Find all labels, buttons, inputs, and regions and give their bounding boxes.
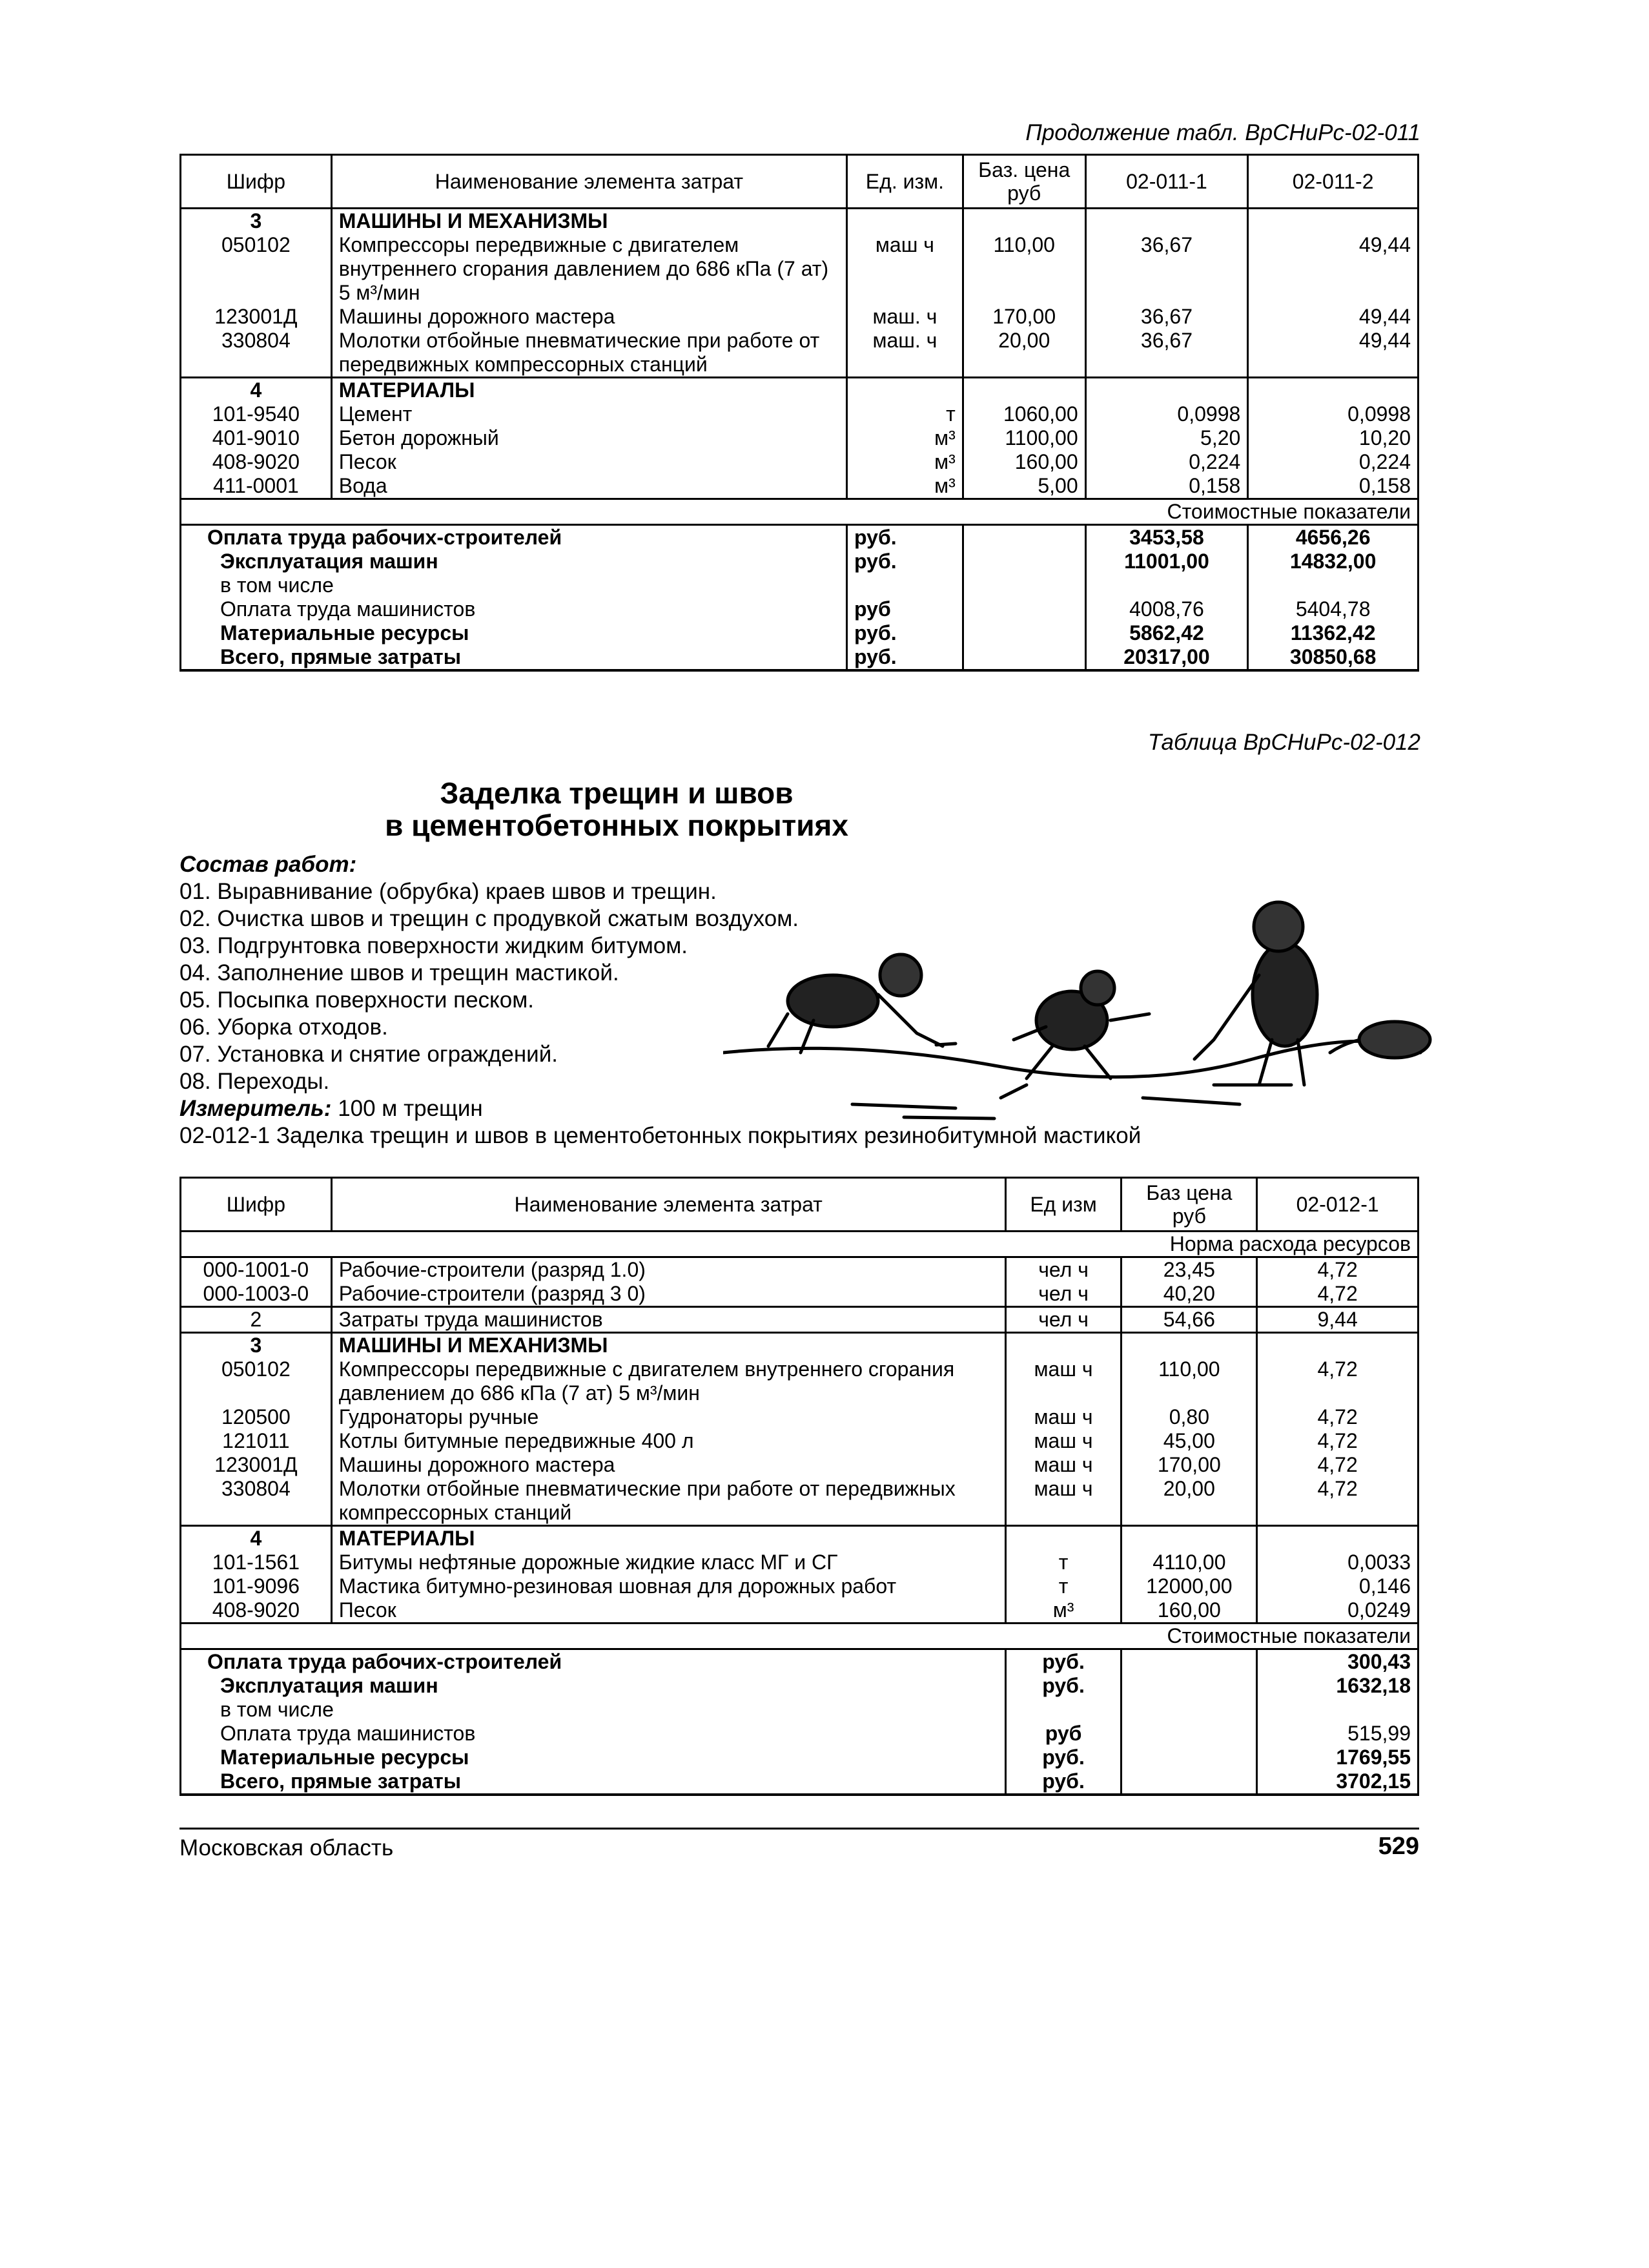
summary-unit: руб.	[1005, 1769, 1122, 1795]
empty-cell	[1005, 1333, 1122, 1358]
value-cell: 4,72	[1257, 1282, 1419, 1307]
empty-cell	[1248, 209, 1419, 234]
meter-line: Измеритель: 100 м трещин	[179, 1096, 483, 1121]
summary-value	[1248, 573, 1419, 597]
value-cell: 49,44	[1248, 305, 1419, 329]
summary-value: 1632,18	[1257, 1674, 1419, 1698]
section-row	[181, 1333, 1419, 1358]
name-cell: Гудронаторы ручные	[331, 1405, 1005, 1429]
summary-label: Оплата труда машинистов	[181, 597, 847, 621]
code-cell: 000-1003-0	[181, 1282, 332, 1307]
name-cell: Котлы битумные передвижные 400 л	[331, 1429, 1005, 1453]
summary-row	[181, 1722, 1419, 1746]
cost-indicators-header: Стоимостные показатели	[1122, 1624, 1419, 1649]
summary-row	[181, 1698, 1419, 1722]
price-cell: 160,00	[963, 450, 1085, 474]
table-row	[181, 1357, 1419, 1405]
value-cell: 0,158	[1085, 474, 1248, 499]
name-cell: Машины дорожного мастера	[331, 1453, 1005, 1477]
cost-table-02-011	[179, 154, 1419, 672]
section-code: 3	[181, 209, 332, 234]
value-cell: 10,20	[1248, 426, 1419, 450]
summary-value: 14832,00	[1248, 550, 1419, 573]
unit-cell: м³	[847, 426, 963, 450]
works-label: Состав работ:	[179, 852, 357, 877]
table-row	[181, 402, 1419, 426]
empty-cell	[1122, 1649, 1257, 1675]
price-cell: 4110,00	[1122, 1551, 1257, 1574]
section-row	[181, 378, 1419, 403]
value-cell: 4,72	[1257, 1357, 1419, 1405]
name-cell: Компрессоры передвижные с двигателем внутреннего сгорания давлением до 686 кПа (7 ат) 5 м³/мин	[331, 233, 846, 305]
summary-value	[1257, 1698, 1419, 1722]
section-name: МАТЕРИАЛЫ	[331, 1526, 1005, 1551]
code-cell: 123001Д	[181, 1453, 332, 1477]
unit-cell: маш ч	[1005, 1429, 1122, 1453]
unit-cell: м³	[1005, 1598, 1122, 1624]
road-workers-illustration	[723, 891, 1433, 1124]
summary-unit	[847, 573, 963, 597]
value-cell: 4,72	[1257, 1429, 1419, 1453]
value-cell: 0,0998	[1248, 402, 1419, 426]
summary-row	[181, 573, 1419, 597]
empty-cell	[1122, 1746, 1257, 1769]
value-cell: 0,0998	[1085, 402, 1248, 426]
name-cell: Компрессоры передвижные с двигателем внутреннего сгорания давлением до 686 кПа (7 ат) 5 м³/мин	[331, 1357, 1005, 1405]
table-row	[181, 305, 1419, 329]
value-cell: 4,72	[1257, 1257, 1419, 1283]
code-cell: 2	[181, 1307, 332, 1333]
cost-table-02-012	[179, 1177, 1419, 1796]
table-row	[181, 1282, 1419, 1307]
empty-cell	[963, 378, 1085, 403]
summary-unit: руб.	[847, 621, 963, 645]
name-cell: Затраты труда машинистов	[331, 1307, 1005, 1333]
code-cell: 408-9020	[181, 1598, 332, 1624]
summary-label: Всего, прямые затраты	[181, 645, 847, 670]
value-cell: 36,67	[1085, 305, 1248, 329]
empty-cell	[847, 209, 963, 234]
summary-label: Оплата труда рабочих-строителей	[181, 525, 847, 550]
norm-header: Норма расхода ресурсов	[1122, 1232, 1419, 1257]
header-unit: Ед изм	[1005, 1178, 1122, 1232]
value-cell: 4,72	[1257, 1477, 1419, 1526]
summary-unit: руб.	[847, 645, 963, 670]
summary-label: Оплата труда рабочих-строителей	[181, 1649, 1006, 1675]
price-cell: 40,20	[1122, 1282, 1257, 1307]
empty-cell	[963, 209, 1085, 234]
table2-caption: Таблица ВрСНиРс-02-012	[1147, 730, 1420, 755]
table-row	[181, 233, 1419, 305]
summary-row	[181, 525, 1419, 550]
unit-cell: маш ч	[847, 233, 963, 305]
cost-indicators-header: Стоимостные показатели	[1085, 499, 1418, 525]
machinists-row	[181, 1307, 1419, 1333]
summary-row	[181, 1674, 1419, 1698]
price-cell: 170,00	[963, 305, 1085, 329]
value-cell: 0,224	[1248, 450, 1419, 474]
work-item: 03. Подгрунтовка поверхности жидким битумом.	[179, 933, 688, 958]
unit-cell: маш. ч	[847, 329, 963, 378]
summary-unit: руб.	[1005, 1746, 1122, 1769]
summary-label: Эксплуатация машин	[181, 1674, 1006, 1698]
name-cell: Рабочие-строители (разряд 1.0)	[331, 1257, 1005, 1283]
price-cell: 12000,00	[1122, 1574, 1257, 1598]
unit-cell: т	[1005, 1574, 1122, 1598]
table-row	[181, 426, 1419, 450]
price-cell: 1060,00	[963, 402, 1085, 426]
empty-cell	[1122, 1698, 1257, 1722]
name-cell: Молотки отбойные пневматические при работе от передвижных компрессорных станций	[331, 1477, 1005, 1526]
header-code: Шифр	[181, 155, 332, 209]
name-cell: Машины дорожного мастера	[331, 305, 846, 329]
summary-value: 20317,00	[1085, 645, 1248, 670]
price-cell: 160,00	[1122, 1598, 1257, 1624]
price-cell: 1100,00	[963, 426, 1085, 450]
work-item: 05. Посыпка поверхности песком.	[179, 987, 535, 1013]
table-row	[181, 1551, 1419, 1574]
code-cell: 101-1561	[181, 1551, 332, 1574]
empty-cell	[963, 573, 1085, 597]
section-name: МАШИНЫ И МЕХАНИЗМЫ	[331, 209, 846, 234]
unit-cell: маш ч	[1005, 1453, 1122, 1477]
header-col1: 02-011-1	[1085, 155, 1248, 209]
code-cell: 330804	[181, 329, 332, 378]
summary-value: 300,43	[1257, 1649, 1419, 1675]
price-cell: 45,00	[1122, 1429, 1257, 1453]
code-cell: 121011	[181, 1429, 332, 1453]
unit-cell: м³	[847, 450, 963, 474]
price-cell: 170,00	[1122, 1453, 1257, 1477]
empty-cell	[1122, 1722, 1257, 1746]
value-cell: 4,72	[1257, 1405, 1419, 1429]
summary-value: 11001,00	[1085, 550, 1248, 573]
unit-cell: маш ч	[1005, 1357, 1122, 1405]
value-cell: 0,0249	[1257, 1598, 1419, 1624]
summary-value: 5404,78	[1248, 597, 1419, 621]
section-name: МАШИНЫ И МЕХАНИЗМЫ	[331, 1333, 1005, 1358]
unit-cell: маш ч	[1005, 1405, 1122, 1429]
section-code: 3	[181, 1333, 332, 1358]
unit-cell: чел ч	[1005, 1257, 1122, 1283]
summary-value: 4656,26	[1248, 525, 1419, 550]
name-cell: Мастика битумно-резиновая шовная для дорожных работ	[331, 1574, 1005, 1598]
table-row	[181, 1405, 1419, 1429]
summary-label: Оплата труда машинистов	[181, 1722, 1006, 1746]
price-cell: 54,66	[1122, 1307, 1257, 1333]
code-cell: 050102	[181, 233, 332, 305]
code-cell: 401-9010	[181, 426, 332, 450]
table-row	[181, 474, 1419, 499]
summary-row	[181, 621, 1419, 645]
value-cell: 36,67	[1085, 233, 1248, 305]
unit-cell: чел ч	[1005, 1282, 1122, 1307]
summary-unit	[1005, 1698, 1122, 1722]
code-cell: 408-9020	[181, 450, 332, 474]
section-name: МАТЕРИАЛЫ	[331, 378, 846, 403]
empty-cell	[963, 550, 1085, 573]
name-cell: Битумы нефтяные дорожные жидкие класс МГ и СГ	[331, 1551, 1005, 1574]
unit-cell: маш ч	[1005, 1477, 1122, 1526]
value-cell: 5,20	[1085, 426, 1248, 450]
summary-value: 4008,76	[1085, 597, 1248, 621]
section-row	[181, 209, 1419, 234]
summary-label: Всего, прямые затраты	[181, 1769, 1006, 1795]
unit-cell: м³	[847, 474, 963, 499]
empty-cell	[963, 621, 1085, 645]
section-row	[181, 1526, 1419, 1551]
price-cell: 20,00	[1122, 1477, 1257, 1526]
header-col2: 02-011-2	[1248, 155, 1419, 209]
empty-cell	[963, 645, 1085, 670]
summary-unit: руб	[1005, 1722, 1122, 1746]
work-item: 07. Установка и снятие ограждений.	[179, 1042, 558, 1067]
name-cell: Бетон дорожный	[331, 426, 846, 450]
header-price: Баз цена руб	[1122, 1178, 1257, 1232]
empty-cell	[1257, 1526, 1419, 1551]
empty-cell	[1257, 1333, 1419, 1358]
summary-label: Материальные ресурсы	[181, 1746, 1006, 1769]
summary-value: 3453,58	[1085, 525, 1248, 550]
table-row	[181, 1477, 1419, 1526]
value-cell: 0,0033	[1257, 1551, 1419, 1574]
header-col1: 02-012-1	[1257, 1178, 1419, 1232]
value-cell: 4,72	[1257, 1453, 1419, 1477]
value-cell: 0,224	[1085, 450, 1248, 474]
footer-rule	[179, 1828, 1419, 1830]
work-item: 06. Уборка отходов.	[179, 1015, 388, 1040]
price-cell: 110,00	[1122, 1357, 1257, 1405]
name-cell: Молотки отбойные пневматические при работе от передвижных компрессорных станций	[331, 329, 846, 378]
summary-unit: руб.	[1005, 1674, 1122, 1698]
work-item: 04. Заполнение швов и трещин мастикой.	[179, 960, 619, 985]
table-row	[181, 450, 1419, 474]
value-cell: 0,158	[1248, 474, 1419, 499]
value-cell: 49,44	[1248, 233, 1419, 305]
name-cell: Песок	[331, 1598, 1005, 1624]
empty-cell	[847, 378, 963, 403]
unit-cell: т	[847, 402, 963, 426]
empty-cell	[1005, 1526, 1122, 1551]
section-code: 4	[181, 378, 332, 403]
summary-row	[181, 1649, 1419, 1675]
summary-value: 515,99	[1257, 1722, 1419, 1746]
summary-value	[1085, 573, 1248, 597]
empty-cell	[1248, 378, 1419, 403]
code-cell: 123001Д	[181, 305, 332, 329]
table-row	[181, 1453, 1419, 1477]
header-name: Наименование элемента затрат	[331, 1178, 1005, 1232]
price-cell: 0,80	[1122, 1405, 1257, 1429]
empty-cell	[1122, 1769, 1257, 1795]
header-unit: Ед. изм.	[847, 155, 963, 209]
unit-cell: т	[1005, 1551, 1122, 1574]
empty-cell	[1122, 1333, 1257, 1358]
code-cell: 411-0001	[181, 474, 332, 499]
empty-cell	[1122, 1526, 1257, 1551]
summary-row	[181, 645, 1419, 670]
price-cell: 110,00	[963, 233, 1085, 305]
empty-cell	[1085, 209, 1248, 234]
value-cell: 0,146	[1257, 1574, 1419, 1598]
header-price: Баз. цена руб	[963, 155, 1085, 209]
code-cell: 101-9540	[181, 402, 332, 426]
price-cell: 23,45	[1122, 1257, 1257, 1283]
code-cell: 101-9096	[181, 1574, 332, 1598]
section-code: 4	[181, 1526, 332, 1551]
unit-cell: маш. ч	[847, 305, 963, 329]
name-cell: Вода	[331, 474, 846, 499]
work-item: 02. Очистка швов и трещин с продувкой сжатым воздухом.	[179, 906, 799, 931]
summary-value: 3702,15	[1257, 1769, 1419, 1795]
value-cell: 49,44	[1248, 329, 1419, 378]
code-cell: 000-1001-0	[181, 1257, 332, 1283]
section-title: Заделка трещин и швов в цементобетонных покрытиях	[385, 776, 848, 842]
header-name: Наименование элемента затрат	[331, 155, 846, 209]
summary-value: 30850,68	[1248, 645, 1419, 670]
table-row	[181, 1429, 1419, 1453]
summary-label: Материальные ресурсы	[181, 621, 847, 645]
table-row	[181, 1257, 1419, 1283]
code-cell: 330804	[181, 1477, 332, 1526]
table1-caption: Продолжение табл. ВрСНиРс-02-011	[1025, 120, 1420, 145]
empty-cell	[1122, 1674, 1257, 1698]
price-cell: 20,00	[963, 329, 1085, 378]
summary-row	[181, 597, 1419, 621]
summary-unit: руб.	[847, 525, 963, 550]
summary-value: 11362,42	[1248, 621, 1419, 645]
summary-row	[181, 1769, 1419, 1795]
summary-label: в том числе	[181, 573, 847, 597]
item-line: 02-012-1 Заделка трещин и швов в цементобетонных покрытиях резинобитумной мастикой	[179, 1123, 1142, 1148]
name-cell: Песок	[331, 450, 846, 474]
empty-cell	[963, 525, 1085, 550]
summary-label: Эксплуатация машин	[181, 550, 847, 573]
footer-region: Московская область	[179, 1835, 394, 1861]
empty-cell	[963, 597, 1085, 621]
summary-label: в том числе	[181, 1698, 1006, 1722]
empty-cell	[1085, 378, 1248, 403]
code-cell: 120500	[181, 1405, 332, 1429]
table-row	[181, 1574, 1419, 1598]
unit-cell: чел ч	[1005, 1307, 1122, 1333]
header-code: Шифр	[181, 1178, 332, 1232]
code-cell: 050102	[181, 1357, 332, 1405]
value-cell: 36,67	[1085, 329, 1248, 378]
summary-unit: руб.	[847, 550, 963, 573]
name-cell: Рабочие-строители (разряд 3 0)	[331, 1282, 1005, 1307]
page-number: 529	[1378, 1833, 1419, 1860]
name-cell: Цемент	[331, 402, 846, 426]
price-cell: 5,00	[963, 474, 1085, 499]
value-cell: 9,44	[1257, 1307, 1419, 1333]
table-row	[181, 329, 1419, 378]
summary-value: 5862,42	[1085, 621, 1248, 645]
summary-value: 1769,55	[1257, 1746, 1419, 1769]
summary-unit: руб	[847, 597, 963, 621]
work-item: 01. Выравнивание (обрубка) краев швов и трещин.	[179, 879, 717, 904]
summary-unit: руб.	[1005, 1649, 1122, 1675]
summary-row	[181, 1746, 1419, 1769]
table-row	[181, 1598, 1419, 1624]
work-item: 08. Переходы.	[179, 1069, 330, 1094]
summary-row	[181, 550, 1419, 573]
